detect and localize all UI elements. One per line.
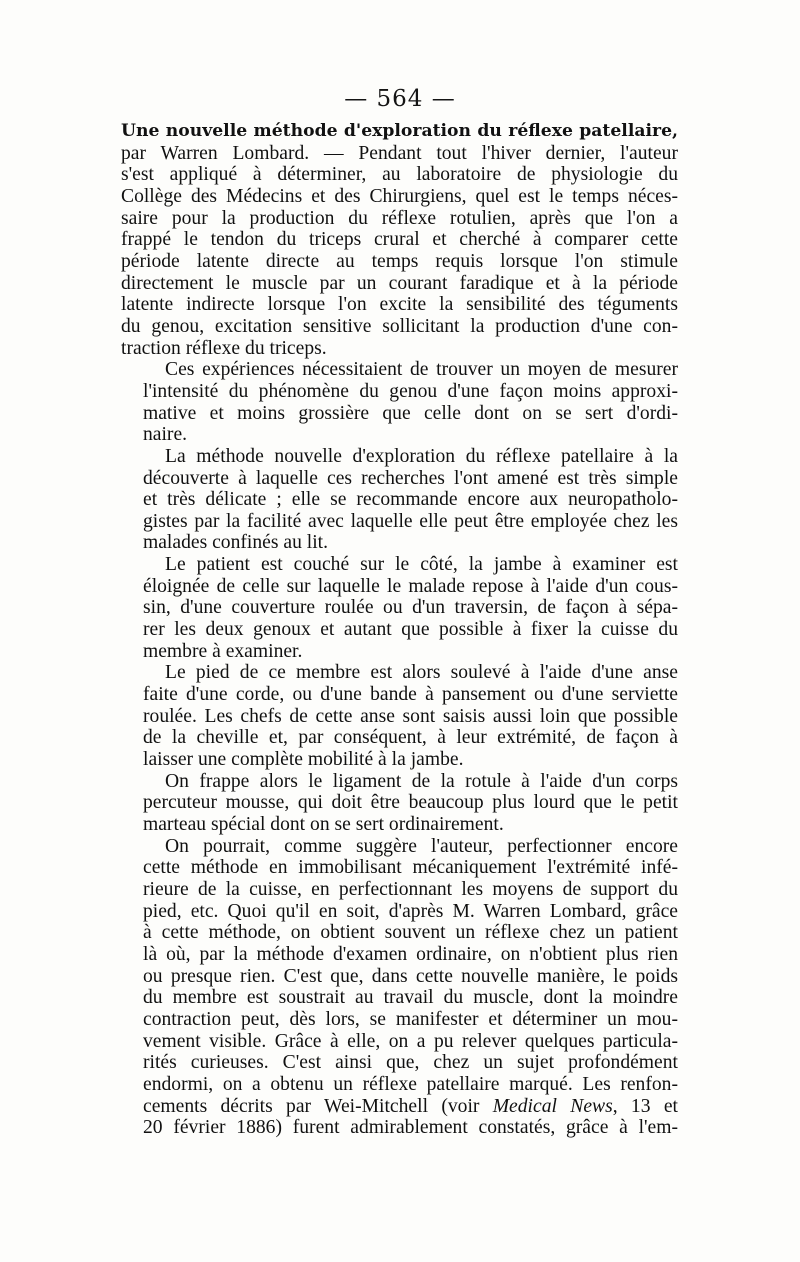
text-line: et très délicate ; elle se recommande encore aux neuropatholo- bbox=[143, 489, 678, 511]
text-line: ou presque rien. C'est que, dans cette nouvelle manière, le poids bbox=[143, 965, 678, 987]
text-line: à cette méthode, on obtient souvent un réflexe chez un patient bbox=[143, 922, 678, 944]
text-segment: , 13 et bbox=[612, 1095, 678, 1117]
text-segment: cements décrits par Wei-Mitchell (voir bbox=[143, 1095, 493, 1117]
text-line: pied, etc. Quoi qu'il en soit, d'après M. Warren Lombard, grâce bbox=[143, 900, 678, 922]
text-line: vement visible. Grâce à elle, on a pu relever quelques particula- bbox=[143, 1030, 678, 1052]
text-line: éloignée de celle sur laquelle le malade repose à l'aide d'un cous- bbox=[143, 575, 678, 597]
text-line: directement le muscle par un courant faradique et à la période bbox=[121, 272, 678, 294]
text-line: gistes par la facilité avec laquelle elle peut être employée chez les bbox=[143, 510, 678, 532]
text-line: rités curieuses. C'est ainsi que, chez un sujet profondément bbox=[143, 1052, 678, 1074]
text-line: laisser une complète mobilité à la jambe. bbox=[143, 749, 464, 771]
text-line: On pourrait, comme suggère l'auteur, perfectionner encore bbox=[165, 835, 678, 857]
text-line: Le patient est couché sur le côté, la jambe à examiner est bbox=[165, 554, 678, 576]
text-line: percuteur mousse, qui doit être beaucoup plus lourd que le petit bbox=[143, 792, 678, 814]
text-line: marteau spécial dont on se sert ordinairement. bbox=[143, 814, 504, 835]
paragraph-3 bbox=[121, 446, 678, 554]
text-line: contraction peut, dès lors, se manifester et déterminer un mou- bbox=[143, 1008, 678, 1030]
paragraph-4 bbox=[121, 554, 678, 662]
journal-title: Medical News bbox=[492, 1095, 613, 1117]
text-line: naire. bbox=[143, 424, 188, 446]
text-line: malades confinés au lit. bbox=[143, 532, 328, 554]
text-line: frappé le tendon du triceps crural et cherché à comparer cette bbox=[121, 229, 678, 251]
paragraph-6 bbox=[121, 771, 678, 836]
text-line: rer les deux genoux et autant que possible à fixer la cuisse du bbox=[143, 619, 678, 641]
text-line: sin, d'une couverture roulée ou d'un traversin, de façon à sépa- bbox=[143, 597, 678, 619]
text-line: cette méthode en immobilisant mécaniquement l'extrémité infé- bbox=[143, 857, 678, 879]
text-line: rieure de la cuisse, en perfectionnant les moyens de support du bbox=[143, 878, 678, 900]
text-line: latente indirecte lorsque l'on excite la sensibilité des téguments bbox=[121, 294, 678, 316]
text-line-with-citation bbox=[121, 1096, 678, 1118]
text-line: par Warren Lombard. — Pendant tout l'hiver dernier, l'auteur bbox=[121, 142, 678, 164]
text-line: endormi, on a obtenu un réflexe patellaire marqué. Les renfon- bbox=[143, 1073, 678, 1095]
article-body bbox=[121, 120, 678, 1139]
text-line: On frappe alors le ligament de la rotule à l'aide d'un corps bbox=[165, 770, 678, 792]
article-heading: Une nouvelle méthode d'exploration du réflexe patellaire, bbox=[121, 121, 678, 141]
text-line: l'intensité du phénomène du genou d'une façon moins approxi- bbox=[143, 380, 678, 402]
text-line: période latente directe au temps requis lorsque l'on stimule bbox=[121, 250, 678, 272]
text-line: là où, par la méthode d'examen ordinaire, on n'obtient plus rien bbox=[143, 943, 678, 965]
paragraph-5 bbox=[121, 662, 678, 770]
page-number: — 564 — bbox=[344, 86, 456, 112]
text-line: faite d'une corde, ou d'une bande à pansement ou d'une serviette bbox=[143, 684, 678, 706]
text-line: du membre est soustrait au travail du muscle, dont la moindre bbox=[143, 987, 678, 1009]
text-line: membre à examiner. bbox=[143, 640, 303, 662]
paragraph-7 bbox=[121, 836, 678, 1139]
text-line: roulée. Les chefs de cette anse sont saisis aussi loin que possible bbox=[143, 705, 678, 727]
text-line: Collège des Médecins et des Chirurgiens, quel est le temps néces- bbox=[121, 185, 678, 207]
text-line: traction réflexe du triceps. bbox=[121, 337, 327, 359]
text-line: 20 février 1886) furent admirablement constatés, grâce à l'em- bbox=[143, 1117, 678, 1139]
paragraph-2 bbox=[121, 359, 678, 446]
text-line: Ces expériences nécessitaient de trouver un moyen de mesurer bbox=[165, 359, 678, 381]
text-line: découverte à laquelle ces recherches l'ont amené est très simple bbox=[143, 467, 678, 489]
text-line: mative et moins grossière que celle dont on se sert d'ordi- bbox=[143, 402, 678, 424]
text-line: Le pied de ce membre est alors soulevé à l'aide d'une anse bbox=[165, 662, 678, 684]
paragraph-1 bbox=[121, 120, 678, 359]
text-line: de la cheville et, par conséquent, à leur extrémité, de façon à bbox=[143, 727, 678, 749]
text-line: s'est appliqué à déterminer, au laboratoire de physiologie du bbox=[121, 164, 678, 186]
text-line: La méthode nouvelle d'exploration du réflexe patellaire à la bbox=[165, 445, 678, 467]
text-line: saire pour la production du réflexe rotulien, après que l'on a bbox=[121, 207, 678, 229]
article-heading-line bbox=[121, 120, 678, 143]
text-line: du genou, excitation sensitive sollicitant la production d'une con- bbox=[121, 315, 678, 337]
